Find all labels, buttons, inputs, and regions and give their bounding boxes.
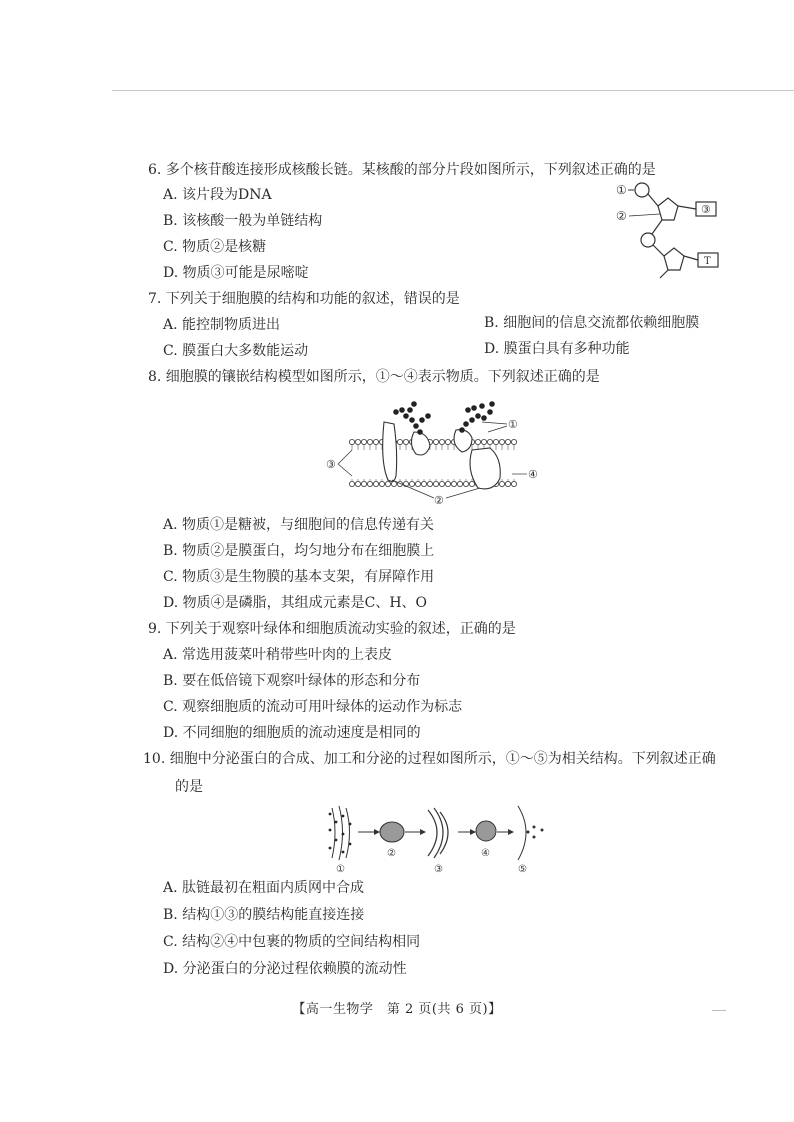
q7-option-b: B. 细胞间的信息交流都依赖细胞膜 [484, 315, 700, 331]
q10-label-5: ⑤ [518, 864, 527, 875]
secretory-vesicle-golgi [476, 821, 496, 841]
glycocalyx [393, 401, 495, 435]
q10-option-c: C. 结构②④中包裹的物质的空间结构相同 [163, 934, 421, 950]
q10-option-d: D. 分泌蛋白的分泌过程依赖膜的流动性 [163, 961, 407, 977]
q6-label-1: ① [616, 183, 627, 197]
nucleotide-chain-figure [612, 178, 732, 290]
q7-option-d: D. 膜蛋白具有多种功能 [484, 341, 630, 357]
transport-vesicle-er [380, 822, 404, 842]
page-footer: 【高一生物学 第 2 页(共 6 页)】 [292, 1002, 502, 1017]
cell-membrane-figure [322, 392, 552, 510]
q6-label-2: ② [616, 209, 627, 223]
q10-label-3: ③ [434, 864, 443, 875]
q6-label-t: T [704, 256, 711, 267]
peripheral-protein-2 [454, 430, 472, 452]
q10-label-2: ② [387, 848, 396, 859]
q6-option-a: A. 该片段为DNA [163, 187, 272, 203]
q9-option-d: D. 不同细胞的细胞质的流动速度是相同的 [163, 725, 421, 741]
q6-option-c: C. 物质②是核糖 [163, 239, 267, 255]
q6-option-b: B. 该核酸一般为单链结构 [163, 213, 323, 229]
pentose-sugar-2 [664, 248, 684, 270]
q10-label-1: ① [336, 864, 345, 875]
q8-label-2: ② [434, 494, 444, 507]
q10-stem-line1: 10. 细胞中分泌蛋白的合成、加工和分泌的过程如图所示，①～⑤为相关结构。下列叙述正确 [143, 751, 716, 767]
plasma-membrane [518, 806, 526, 860]
phosphate-group-1 [635, 183, 649, 197]
phosphate-group-2 [641, 233, 655, 247]
golgi-apparatus [428, 808, 448, 858]
rough-er [329, 806, 352, 860]
q10-label-4: ④ [481, 848, 490, 859]
q8-option-d: D. 物质④是磷脂，其组成元素是C、H、O [163, 595, 428, 611]
q10-option-b: B. 结构①③的膜结构能直接连接 [163, 907, 365, 923]
q10-option-a: A. 肽链最初在粗面内质网中合成 [163, 880, 365, 896]
q8-option-b: B. 物质②是膜蛋白，均匀地分布在细胞膜上 [163, 543, 435, 559]
q6-label-3: ③ [701, 203, 711, 216]
footer-rule [712, 1010, 726, 1011]
q6-stem: 6. 多个核苷酸连接形成核酸长链。某核酸的部分片段如图所示，下列叙述正确的是 [148, 162, 656, 178]
q8-stem: 8. 细胞膜的镶嵌结构模型如图所示，①～④表示物质。下列叙述正确的是 [148, 369, 600, 385]
peripheral-protein-1 [411, 432, 430, 455]
transmembrane-protein-left [383, 422, 397, 481]
q8-option-c: C. 物质③是生物膜的基本支架，有屏障作用 [163, 569, 435, 585]
top-rule [112, 90, 794, 91]
transmembrane-protein-right [470, 448, 500, 489]
q8-label-1: ① [508, 418, 518, 431]
q9-option-c: C. 观察细胞质的流动可用叶绿体的运动作为标志 [163, 699, 463, 715]
q9-stem: 9. 下列关于观察叶绿体和细胞质流动实验的叙述，正确的是 [148, 621, 516, 637]
pentose-sugar-1 [658, 198, 678, 220]
q9-option-b: B. 要在低倍镜下观察叶绿体的形态和分布 [163, 673, 421, 689]
q7-option-a: A. 能控制物质进出 [163, 317, 281, 333]
q8-option-a: A. 物质①是糖被，与细胞间的信息传递有关 [163, 517, 435, 533]
q9-option-a: A. 常选用菠菜叶稍带些叶肉的上表皮 [163, 647, 393, 663]
q7-option-c: C. 膜蛋白大多数能运动 [163, 343, 309, 359]
q8-label-3: ③ [326, 458, 336, 471]
q10-stem-line2: 的是 [175, 779, 203, 795]
secretory-pathway-figure [322, 800, 554, 876]
q7-stem: 7. 下列关于细胞膜的结构和功能的叙述，错误的是 [148, 291, 460, 307]
q6-option-d: D. 物质③可能是尿嘧啶 [163, 265, 309, 281]
q8-label-4: ④ [528, 468, 538, 481]
